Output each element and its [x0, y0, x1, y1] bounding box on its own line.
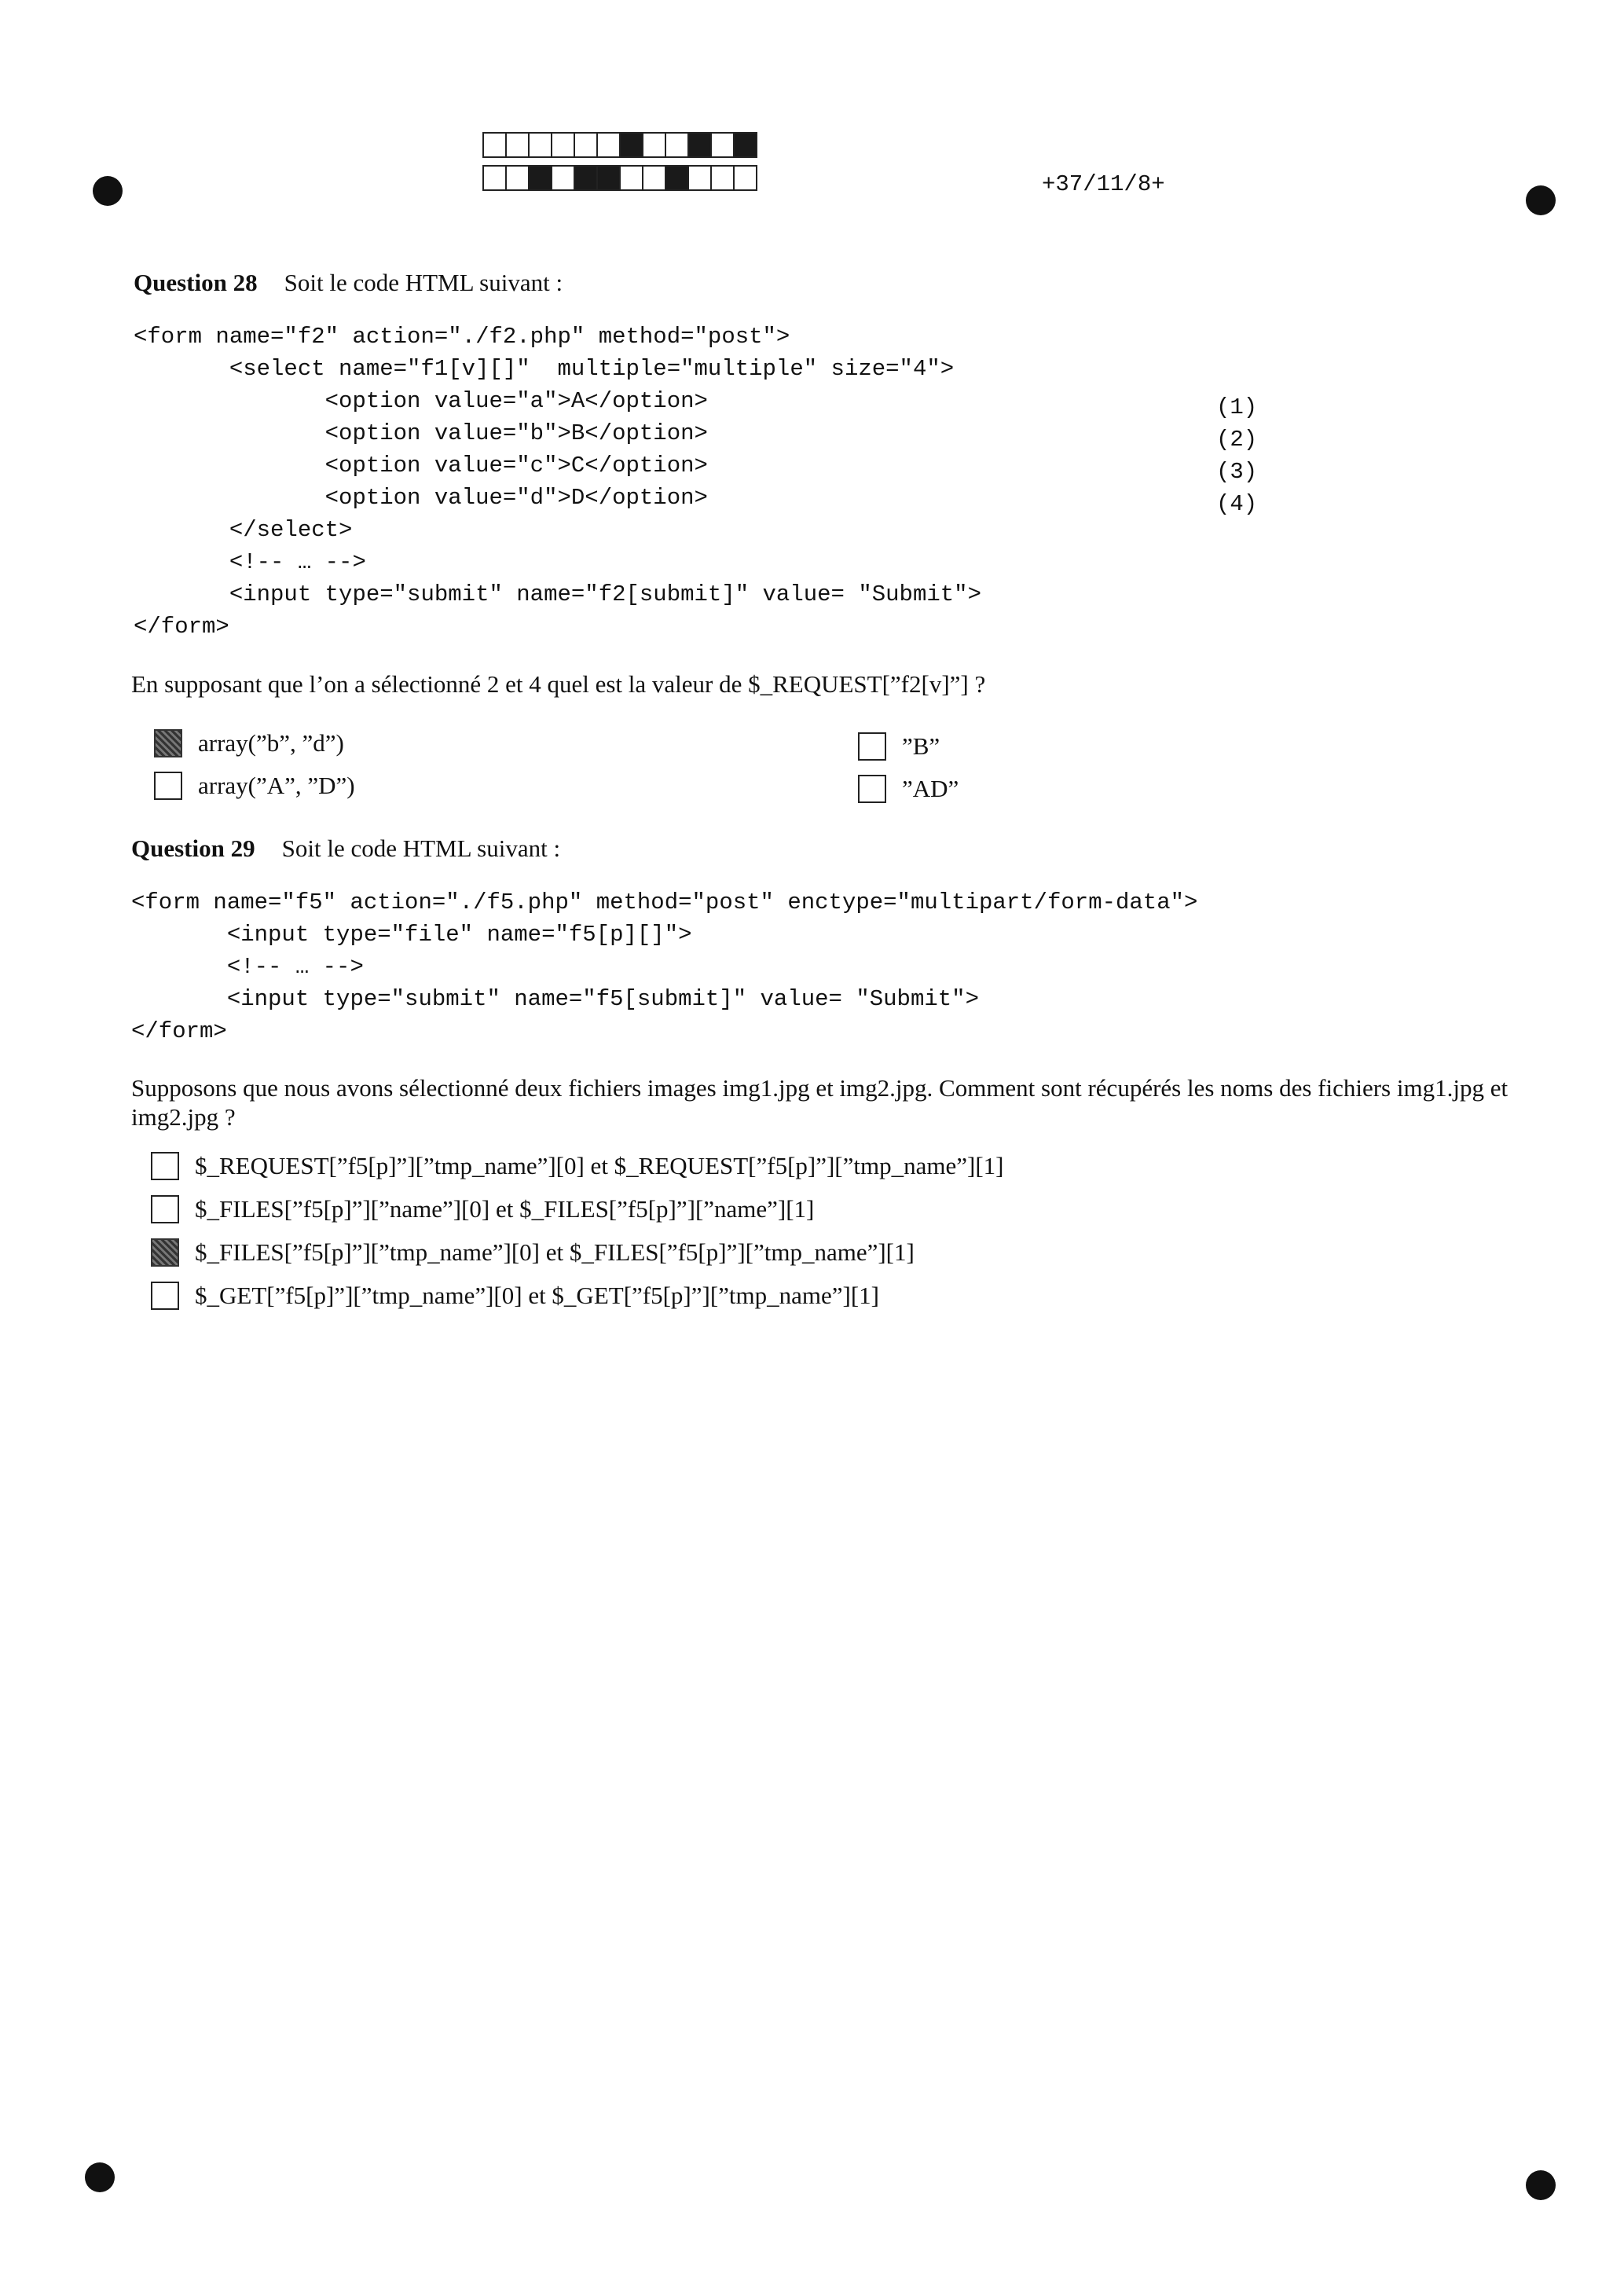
id-grid-cell: [665, 132, 689, 158]
checkbox[interactable]: [151, 1238, 179, 1267]
question-28-header: [134, 269, 563, 297]
q29-choice-b[interactable]: [151, 1195, 814, 1223]
id-grid-cell: [551, 165, 575, 191]
q29-choice-c[interactable]: [151, 1238, 915, 1267]
id-grid-cell: [687, 165, 712, 191]
q28-choice-b[interactable]: [154, 772, 355, 800]
question-28-code: [134, 321, 981, 643]
question-28-label: Question 28: [134, 269, 258, 296]
id-grid-cell: [482, 165, 507, 191]
line-number-1: (1): [1216, 394, 1258, 420]
registration-mark-bottom-left: [85, 2162, 115, 2192]
question-29-prompt: Supposons que nous avons sélectionné deux fichiers images img1.jpg et img2.jpg. Comment sont récupérés les noms des fichiers img1.jpg et img2.jpg ?: [131, 1074, 1509, 1131]
q28-code-line: <option value="b">B</option>: [134, 420, 708, 446]
id-grid-cell: [619, 132, 643, 158]
choice-label: array(”b”, ”d”): [198, 729, 344, 757]
id-grid-cell: [551, 132, 575, 158]
registration-mark-bottom-right: [1526, 2170, 1556, 2200]
q28-choice-d[interactable]: [858, 775, 959, 803]
q28-code-line: <select name="f1[v][]" multiple="multiple" size="4">: [134, 356, 955, 382]
id-grid-cell: [733, 132, 757, 158]
id-grid-cell: [574, 165, 598, 191]
line-number-4: (4): [1216, 491, 1258, 517]
checkbox[interactable]: [151, 1195, 179, 1223]
id-grid-cell: [619, 165, 643, 191]
id-grid-cell: [733, 165, 757, 191]
choice-label: $_FILES[”f5[p]”][”name”][0] et $_FILES[”f5[p]”][”name”][1]: [195, 1195, 815, 1223]
line-number-3: (3): [1216, 459, 1258, 485]
q29-code-line: <form name="f5" action="./f5.php" method="post" enctype="multipart/form-data">: [131, 889, 1198, 915]
id-grid-cell: [482, 132, 507, 158]
q29-code-line: <input type="submit" name="f5[submit]" value= "Submit">: [131, 986, 979, 1012]
checkbox[interactable]: [154, 729, 182, 757]
question-29-label: Question 29: [131, 834, 255, 862]
id-grid-cell: [710, 165, 735, 191]
choice-label: array(”A”, ”D”): [198, 772, 355, 799]
id-grid-cell: [505, 165, 530, 191]
checkbox[interactable]: [858, 775, 886, 803]
choice-label: $_REQUEST[”f5[p]”][”tmp_name”][0] et $_REQUEST[”f5[p]”][”tmp_name”][1]: [195, 1152, 1004, 1179]
q28-code-line: </form>: [134, 614, 229, 640]
question-28-prompt: En supposant que l’on a sélectionné 2 et 4 quel est la valeur de $_REQUEST[”f2[v]”] ?: [131, 670, 986, 698]
id-grid-cell: [596, 165, 621, 191]
choice-label: ”B”: [902, 732, 940, 760]
q29-code-line: <!-- … -->: [131, 954, 364, 980]
q28-code-line: <form name="f2" action="./f2.php" method="post">: [134, 324, 790, 350]
checkbox[interactable]: [154, 772, 182, 800]
id-grid-cell: [528, 165, 552, 191]
question-29-title: Soit le code HTML suivant :: [281, 834, 561, 862]
id-grid-cell: [642, 165, 666, 191]
q28-code-line: </select>: [134, 517, 353, 543]
question-28-title: Soit le code HTML suivant :: [284, 269, 563, 296]
id-grid-cell: [596, 132, 621, 158]
checkbox[interactable]: [151, 1152, 179, 1180]
id-grid-cell: [528, 132, 552, 158]
id-grid-cell: [665, 165, 689, 191]
id-grid-cell: [574, 132, 598, 158]
q29-choice-d[interactable]: [151, 1282, 879, 1310]
id-grid-cell: [642, 132, 666, 158]
q28-choice-a[interactable]: [154, 729, 344, 757]
registration-mark-top-left: [93, 176, 123, 206]
q29-code-line: </form>: [131, 1018, 227, 1044]
registration-mark-top-right: [1526, 185, 1556, 215]
page-id: +37/11/8+: [1042, 171, 1165, 197]
id-barcode-row-1: [482, 132, 756, 158]
id-grid-cell: [687, 132, 712, 158]
choice-label: ”AD”: [902, 775, 959, 802]
q28-code-line: <!-- … -->: [134, 549, 366, 575]
q29-code-line: <input type="file" name="f5[p][]">: [131, 922, 692, 948]
id-barcode-row-2: [482, 165, 756, 191]
question-29-header: [131, 834, 560, 863]
checkbox[interactable]: [151, 1282, 179, 1310]
q28-code-line: <option value="c">C</option>: [134, 453, 708, 479]
id-grid-cell: [710, 132, 735, 158]
choice-label: $_GET[”f5[p]”][”tmp_name”][0] et $_GET[”f5[p]”][”tmp_name”][1]: [195, 1282, 879, 1309]
q28-code-line: <option value="a">A</option>: [134, 388, 708, 414]
q29-choice-a[interactable]: [151, 1152, 1003, 1180]
q28-code-line: <input type="submit" name="f2[submit]" value= "Submit">: [134, 581, 981, 607]
line-number-2: (2): [1216, 427, 1258, 453]
q28-code-line: <option value="d">D</option>: [134, 485, 708, 511]
q28-choice-c[interactable]: [858, 732, 940, 761]
choice-label: $_FILES[”f5[p]”][”tmp_name”][0] et $_FILES[”f5[p]”][”tmp_name”][1]: [195, 1238, 915, 1266]
id-grid-cell: [505, 132, 530, 158]
question-29-code: [131, 886, 1197, 1047]
checkbox[interactable]: [858, 732, 886, 761]
